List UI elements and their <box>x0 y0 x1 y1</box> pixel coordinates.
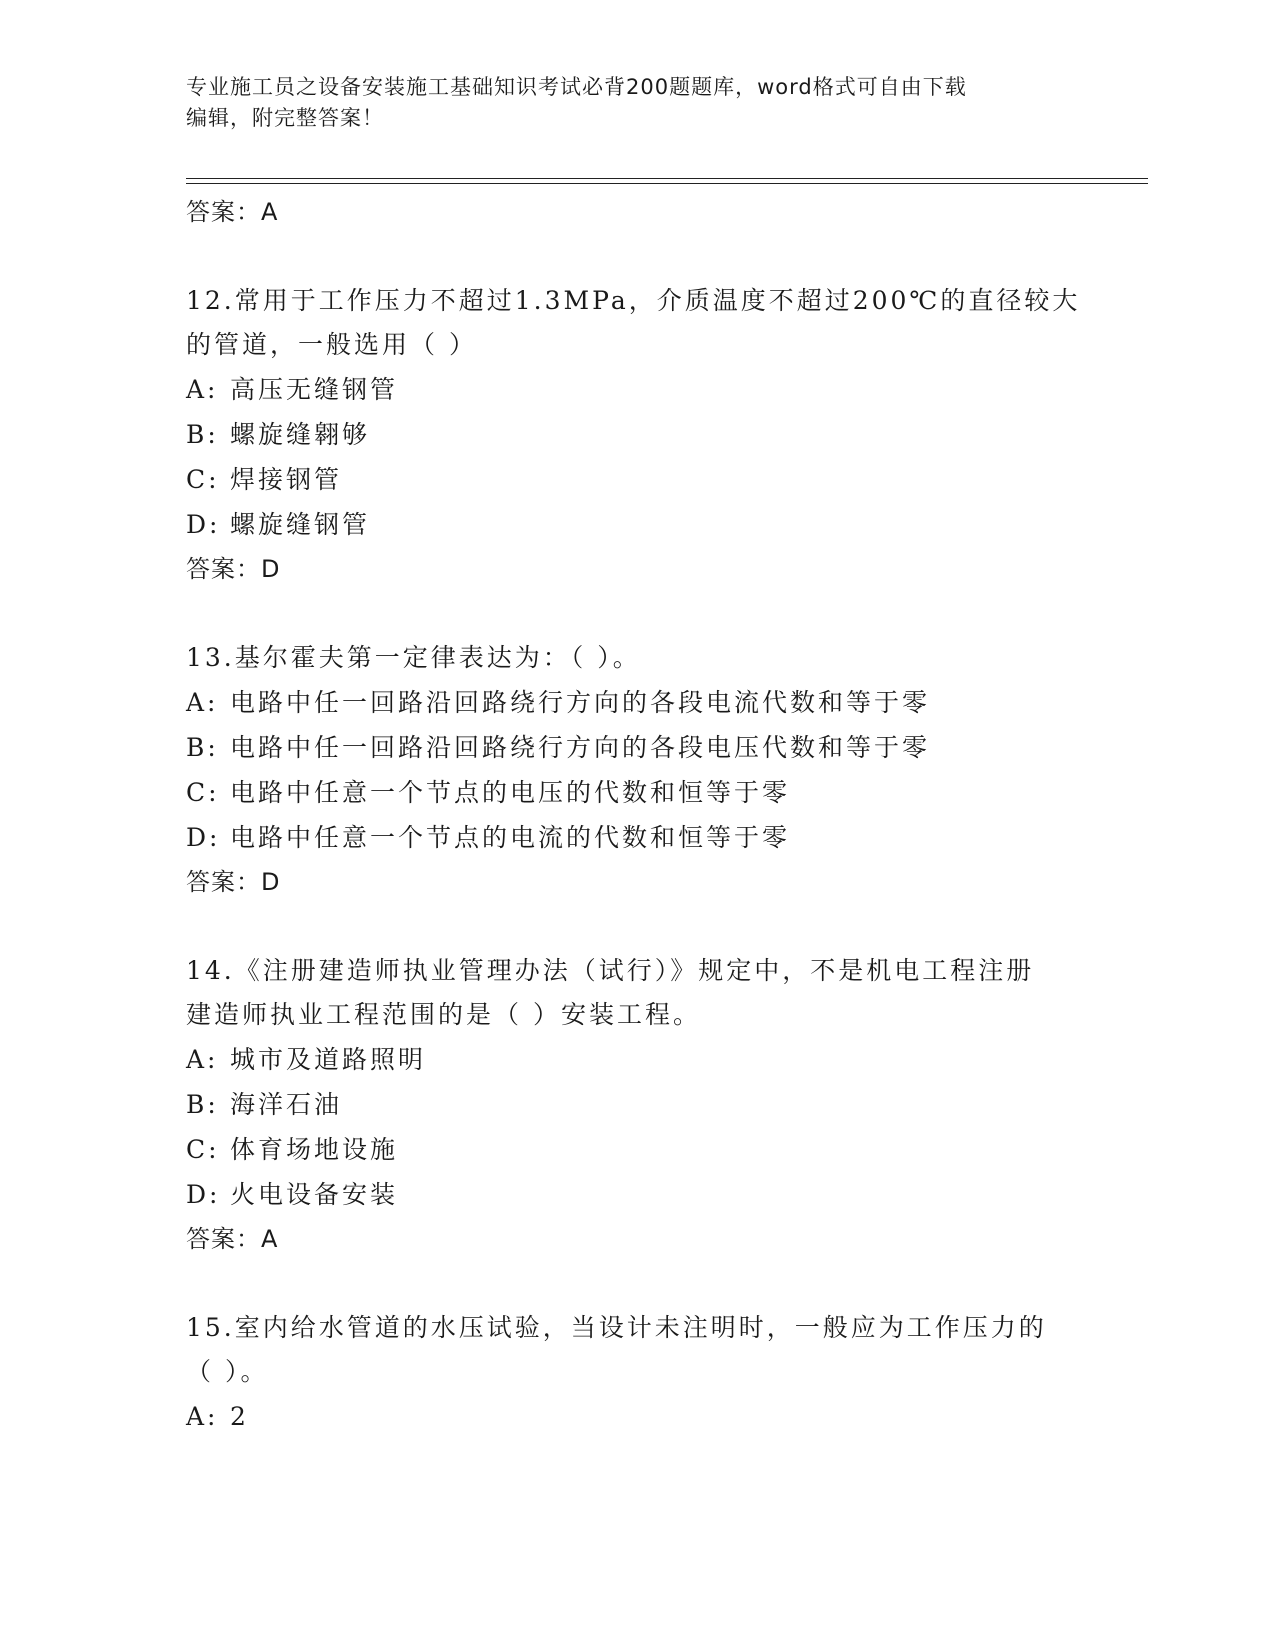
question-stem <box>186 949 1086 1037</box>
option-text: 焊接钢管 <box>230 465 343 494</box>
option-text: 电路中任一回路沿回路绕行方向的各段电流代数和等于零 <box>230 688 931 717</box>
option-label: C: <box>186 465 220 494</box>
question-stem <box>186 636 1086 680</box>
option-text: 电路中任意一个节点的电压的代数和恒等于零 <box>230 778 791 807</box>
option-a <box>186 1394 1086 1439</box>
question-stem-line: （ ）。 <box>186 1357 269 1386</box>
question-stem-line: 13.基尔霍夫第一定律表达为：（ ）。 <box>186 643 641 672</box>
question-13 <box>186 636 1086 904</box>
question-stem <box>186 279 1086 367</box>
question-stem-line: 14.《注册建造师执业管理办法（试行）》规定中，不是机电工程注册 <box>186 956 1035 985</box>
option-text: 城市及道路照明 <box>230 1045 427 1074</box>
option-label: A: <box>186 1045 219 1074</box>
answer-q14: 答案：A <box>186 1225 279 1253</box>
option-b <box>186 412 1086 457</box>
question-12 <box>186 279 1086 591</box>
option-text: 电路中任一回路沿回路绕行方向的各段电压代数和等于零 <box>230 733 931 762</box>
option-d <box>186 1172 1086 1217</box>
option-label: D: <box>186 1180 221 1209</box>
option-b <box>186 1082 1086 1127</box>
option-label: B: <box>186 1090 219 1119</box>
option-label: A: <box>186 688 219 717</box>
question-stem-line: 12.常用于工作压力不超过1.3MPa，介质温度不超过200℃的直径较大 <box>186 286 1081 315</box>
option-label: A: <box>186 375 219 404</box>
option-label: B: <box>186 420 219 449</box>
answer-q13: 答案：D <box>186 868 281 896</box>
option-text: 2 <box>230 1402 249 1431</box>
option-d <box>186 502 1086 547</box>
option-d <box>186 815 1086 860</box>
option-label: B: <box>186 733 219 762</box>
option-b <box>186 725 1086 770</box>
option-a <box>186 680 1086 725</box>
option-c <box>186 770 1086 815</box>
option-label: C: <box>186 1135 220 1164</box>
option-c <box>186 1127 1086 1172</box>
option-label: C: <box>186 778 220 807</box>
header-line-2: 编辑，附完整答案！ <box>186 106 384 130</box>
answer-q12: 答案：D <box>186 555 281 583</box>
option-c <box>186 457 1086 502</box>
question-stem-line: 的管道，一般选用（ ） <box>186 330 477 359</box>
option-text: 螺旋缝翱够 <box>230 420 371 449</box>
answer-q11: 答案：A <box>186 198 279 226</box>
option-text: 高压无缝钢管 <box>230 375 399 404</box>
header-divider-top <box>186 178 1148 179</box>
question-15 <box>186 1306 1086 1439</box>
option-text: 螺旋缝钢管 <box>230 510 371 539</box>
option-label: D: <box>186 823 221 852</box>
option-text: 海洋石油 <box>230 1090 343 1119</box>
header-line-1: 专业施工员之设备安装施工基础知识考试必背200题题库，word格式可自由下载 <box>186 75 967 99</box>
question-stem-line: 建造师执业工程范围的是（ ）安装工程。 <box>186 1000 701 1029</box>
question-stem-line: 15.室内给水管道的水压试验，当设计未注明时，一般应为工作压力的 <box>186 1313 1047 1342</box>
document-header <box>186 72 1066 134</box>
option-text: 火电设备安装 <box>230 1180 399 1209</box>
option-a <box>186 367 1086 412</box>
option-label: D: <box>186 510 221 539</box>
option-label: A: <box>186 1402 219 1431</box>
option-a <box>186 1037 1086 1082</box>
option-text: 电路中任意一个节点的电流的代数和恒等于零 <box>230 823 791 852</box>
question-stem <box>186 1306 1086 1394</box>
option-text: 体育场地设施 <box>230 1135 399 1164</box>
question-14 <box>186 949 1086 1261</box>
question-content <box>186 190 1086 1439</box>
header-divider-bottom <box>186 183 1148 184</box>
